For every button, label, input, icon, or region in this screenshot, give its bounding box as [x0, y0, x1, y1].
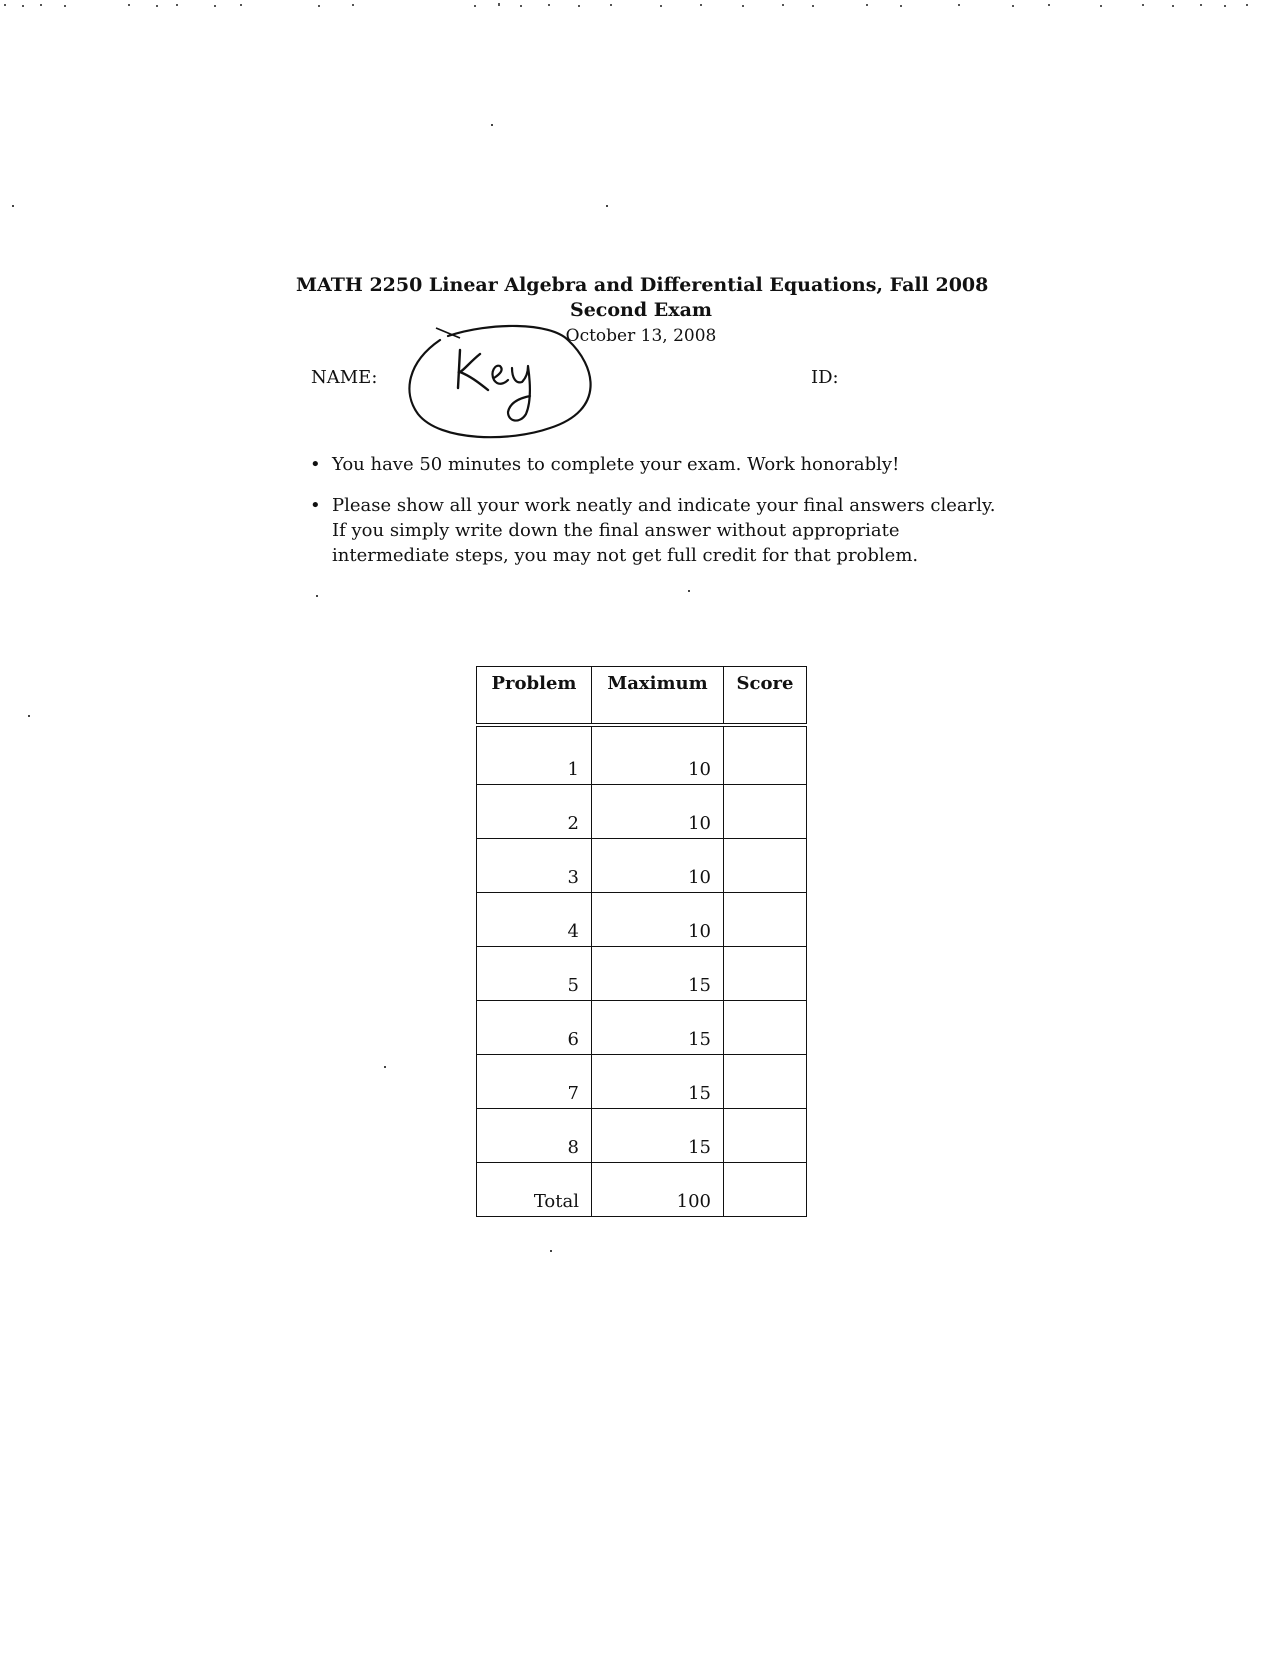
problem-score — [724, 839, 807, 893]
table-row — [477, 725, 807, 785]
problem-maximum: 10 — [592, 785, 724, 839]
exam-instructions — [310, 452, 1010, 584]
total-row — [477, 1163, 807, 1217]
instruction-item — [310, 452, 1010, 477]
problem-number: 7 — [477, 1055, 592, 1109]
table-row — [477, 1055, 807, 1109]
exam-subtitle: Second Exam — [570, 299, 712, 321]
problem-maximum: 15 — [592, 1109, 724, 1163]
problem-maximum: 15 — [592, 947, 724, 1001]
name-label: NAME: — [311, 367, 378, 388]
scan-speck — [688, 590, 690, 592]
scan-speck — [12, 205, 14, 207]
instruction-item — [310, 493, 1010, 568]
scan-speck — [384, 1066, 386, 1068]
header-maximum: Maximum — [592, 667, 724, 726]
table-row — [477, 1109, 807, 1163]
problem-score — [724, 725, 807, 785]
problem-number: 2 — [477, 785, 592, 839]
table-row — [477, 1001, 807, 1055]
score-table-header-row — [477, 667, 807, 726]
problem-maximum: 15 — [592, 1001, 724, 1055]
problem-maximum: 10 — [592, 893, 724, 947]
bullet-icon: • — [310, 495, 321, 516]
total-label: Total — [477, 1163, 592, 1217]
problem-number: 3 — [477, 839, 592, 893]
handwritten-key-annotation — [400, 318, 610, 448]
total-maximum: 100 — [592, 1163, 724, 1217]
problem-score — [724, 1001, 807, 1055]
score-table — [476, 666, 807, 1217]
problem-score — [724, 893, 807, 947]
instruction-text: You have 50 minutes to complete your exam. Work honorably! — [332, 454, 900, 475]
problem-number: 5 — [477, 947, 592, 1001]
id-label: ID: — [811, 367, 839, 388]
bullet-icon: • — [310, 454, 321, 475]
scan-speck — [491, 124, 493, 126]
problem-maximum: 10 — [592, 839, 724, 893]
scan-speck — [28, 715, 30, 717]
exam-date: October 13, 2008 — [565, 326, 717, 346]
header-problem: Problem — [477, 667, 592, 726]
problem-number: 1 — [477, 725, 592, 785]
problem-score — [724, 947, 807, 1001]
table-row — [477, 785, 807, 839]
table-row — [477, 839, 807, 893]
problem-score — [724, 1055, 807, 1109]
problem-maximum: 10 — [592, 725, 724, 785]
scan-speck — [550, 1250, 552, 1252]
table-row — [477, 893, 807, 947]
header-score: Score — [724, 667, 807, 726]
table-row — [477, 947, 807, 1001]
problem-maximum: 15 — [592, 1055, 724, 1109]
scan-speck — [606, 205, 608, 207]
scan-noise-top — [0, 0, 1280, 14]
problem-number: 6 — [477, 1001, 592, 1055]
problem-number: 8 — [477, 1109, 592, 1163]
total-score — [724, 1163, 807, 1217]
problem-score — [724, 785, 807, 839]
scan-speck — [316, 595, 318, 597]
problem-number: 4 — [477, 893, 592, 947]
instruction-text: Please show all your work neatly and indicate your final answers clearly. If you simply write down the final answer without appropriate intermediate steps, you may not get full credit for that problem. — [332, 495, 996, 566]
exam-course-title: MATH 2250 Linear Algebra and Differential Equations, Fall 2008 — [296, 274, 989, 296]
problem-score — [724, 1109, 807, 1163]
